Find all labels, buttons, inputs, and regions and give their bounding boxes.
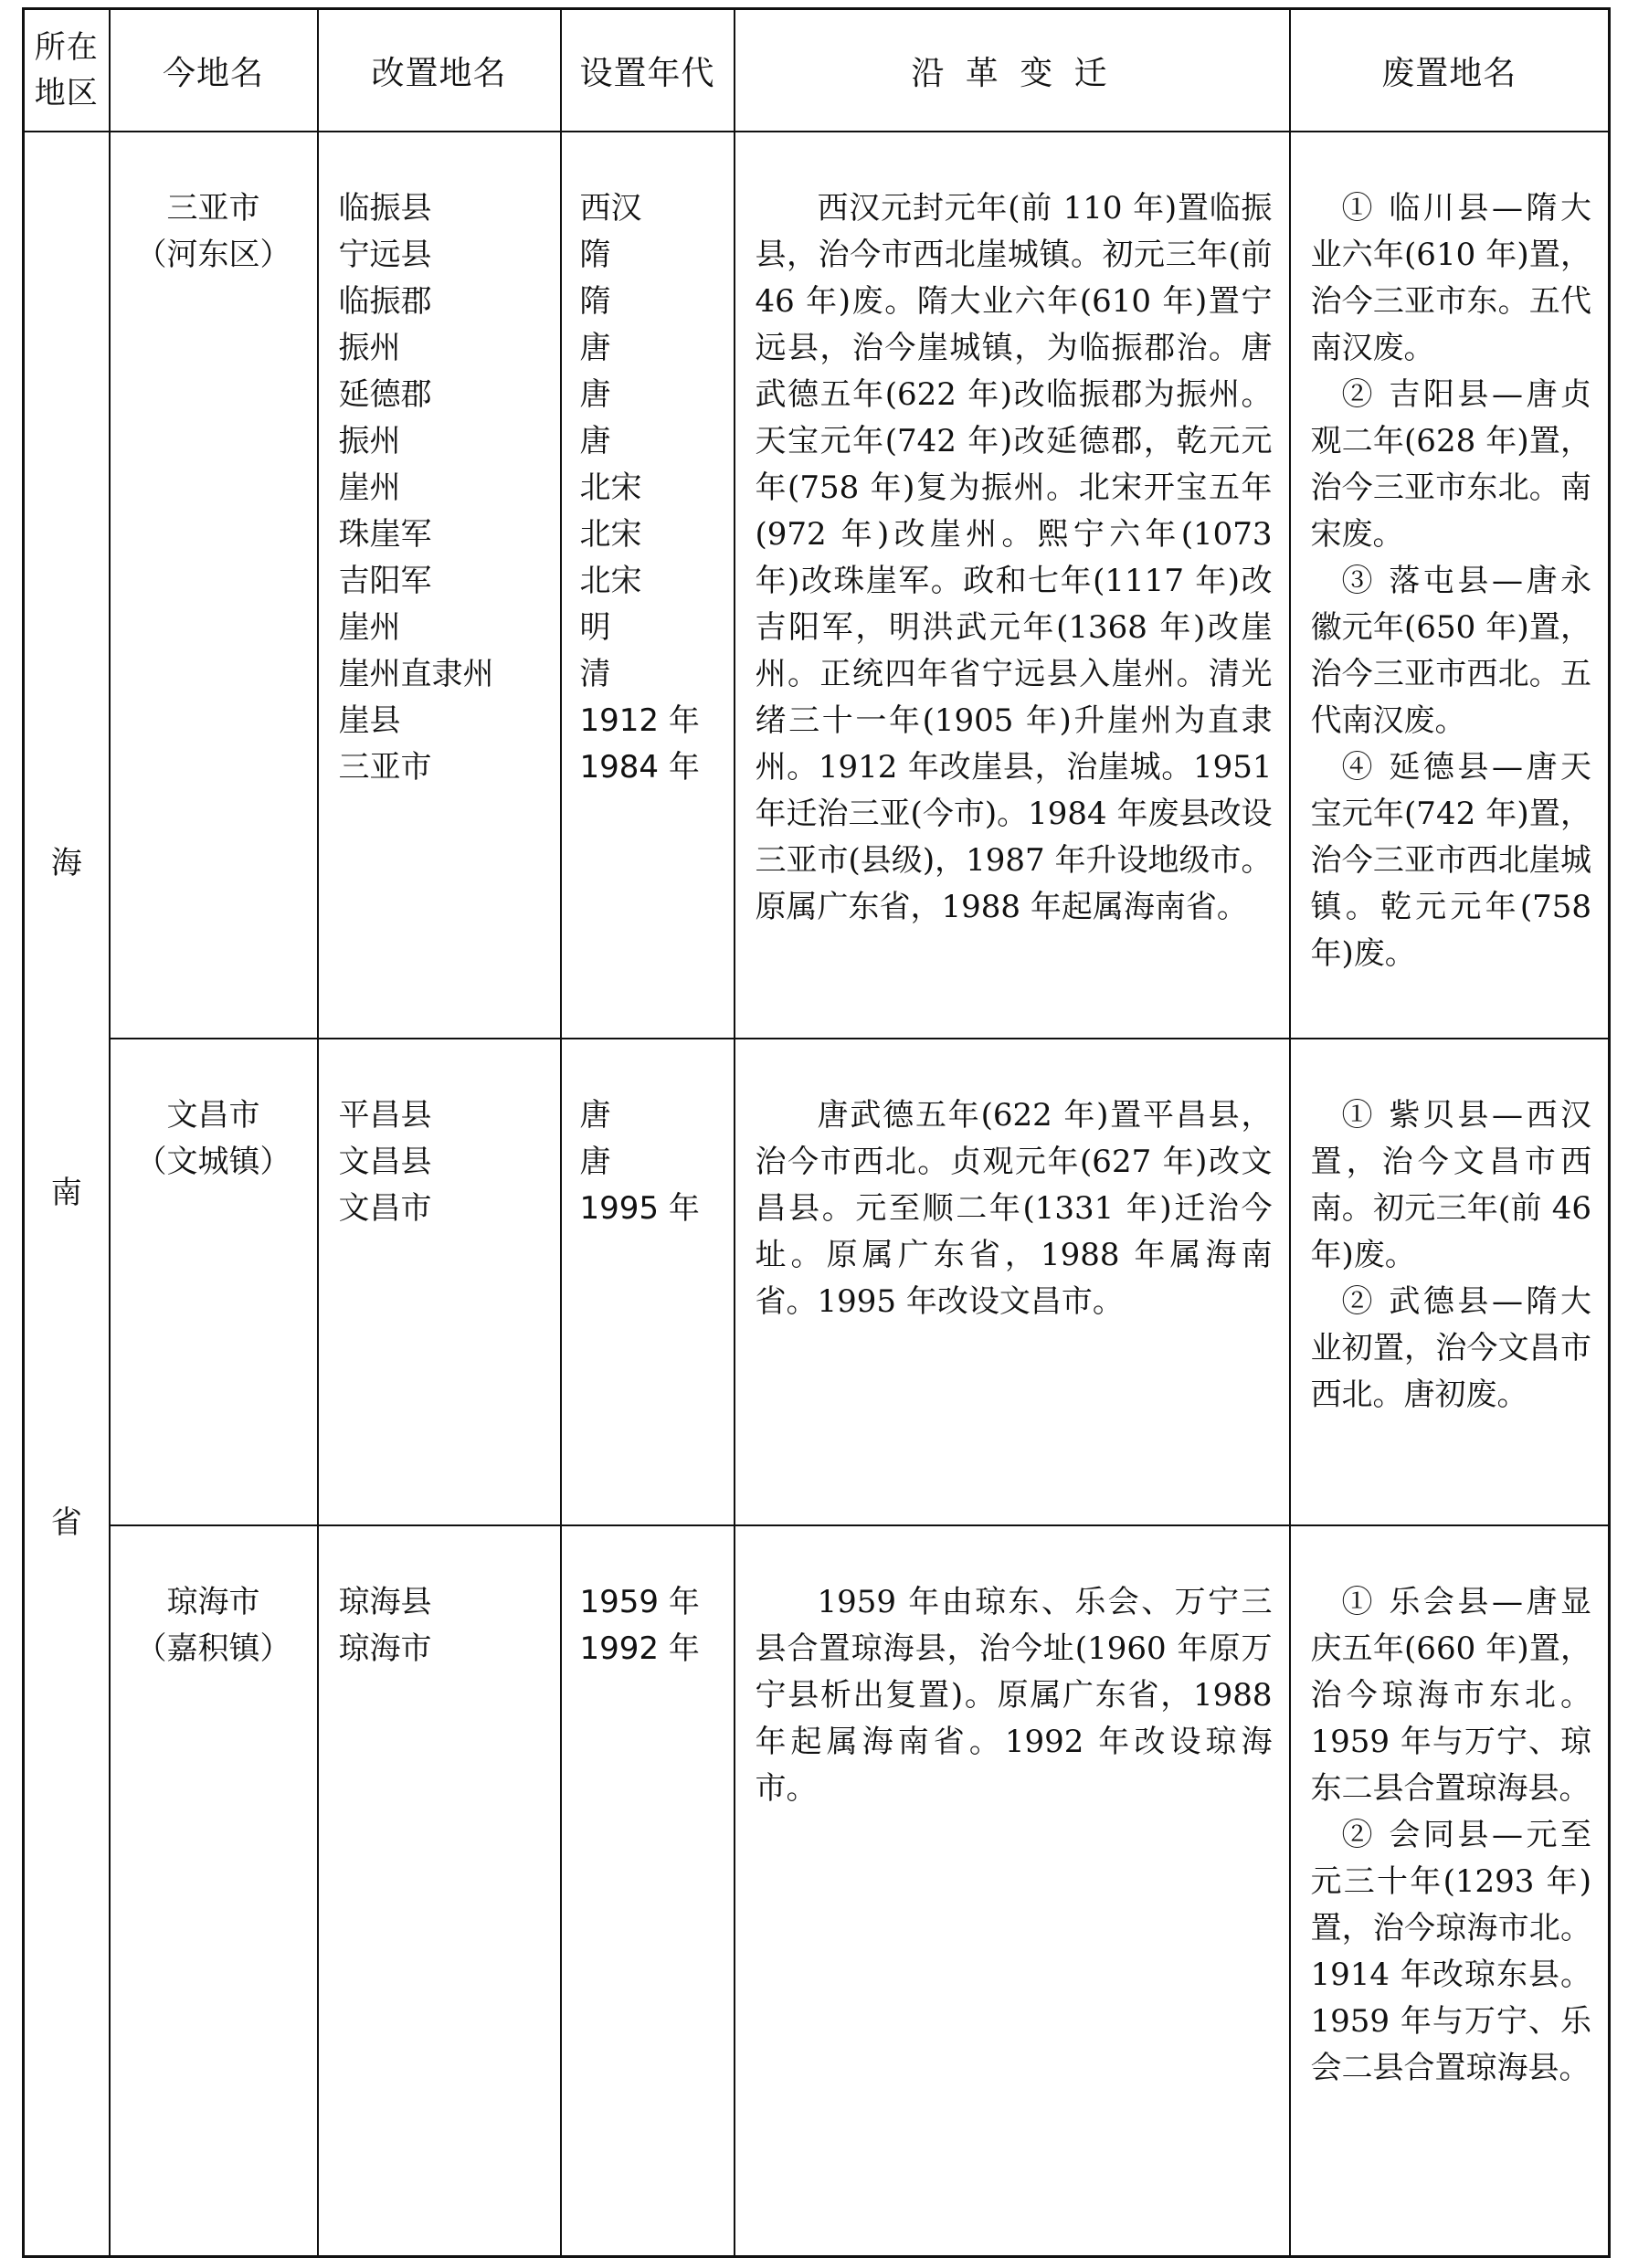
abolished-cell (1290, 132, 1610, 1039)
region-char: 海 (50, 845, 82, 882)
list-item: 北宋 (579, 563, 642, 599)
list-item: 北宋 (579, 516, 642, 553)
header-history: 沿 革 变 迁 (735, 9, 1290, 132)
renamed-list (318, 1525, 561, 2256)
region-char: 省 (50, 1504, 82, 1542)
list-item: 西汉 (579, 190, 642, 227)
list-item: 珠崖军 (338, 516, 432, 553)
list-item: 清 (579, 656, 611, 692)
place-name-table (22, 7, 1611, 2258)
renamed-list (318, 132, 561, 1039)
list-item: 崖州 (338, 469, 401, 506)
abolished-entry: ① 紫贝县—西汉置，治今文昌市西南。初元三年(前 46 年)废。 (1310, 1097, 1591, 1273)
year-list (561, 1039, 735, 1525)
list-item: 1959 年 (579, 1584, 700, 1620)
list-item: 唐 (579, 330, 611, 366)
history-cell (735, 1525, 1290, 2256)
list-item: 1912 年 (579, 702, 700, 739)
list-item: 平昌县 (338, 1097, 432, 1134)
abolished-entry: ③ 落屯县—唐永徽元年(650 年)置，治今三亚市西北。五代南汉废。 (1310, 563, 1591, 739)
renamed-list (318, 1039, 561, 1525)
modern-seat: （嘉积镇） (135, 1630, 291, 1667)
list-item: 临振郡 (338, 283, 432, 320)
header-modern-name: 今地名 (110, 9, 318, 132)
header-renamed-name: 改置地名 (318, 9, 561, 132)
list-item: 唐 (579, 423, 611, 459)
abolished-cell (1290, 1525, 1610, 2256)
header-abolished-name: 废置地名 (1290, 9, 1610, 132)
list-item: 明 (579, 609, 611, 646)
header-row (24, 9, 1610, 132)
list-item: 唐 (579, 1097, 611, 1134)
gazetteer-page (22, 7, 1608, 2254)
list-item: 崖县 (338, 702, 401, 739)
list-item: 崖州直隶州 (338, 656, 494, 692)
list-item: 延德郡 (338, 376, 432, 413)
list-item: 文昌县 (338, 1144, 432, 1180)
table-row (24, 1039, 1610, 1525)
list-item: 唐 (579, 376, 611, 413)
header-year: 设置年代 (561, 9, 735, 132)
list-item: 琼海市 (338, 1630, 432, 1667)
list-item: 文昌市 (338, 1190, 432, 1227)
list-item: 宁远县 (338, 237, 432, 273)
modern-name-cell (110, 132, 318, 1039)
modern-name: 三亚市 (166, 190, 260, 227)
list-item: 1992 年 (579, 1630, 700, 1667)
region-char: 南 (50, 1175, 82, 1212)
region-cell (24, 132, 110, 2256)
abolished-cell (1290, 1039, 1610, 1525)
list-item: 振州 (338, 423, 401, 459)
history-text: 1959 年由琼东、乐会、万宁三县合置琼海县，治今址(1960 年原万宁县析出复置)。原属广东省，1988 年起属海南省。1992 年改设琼海市。 (755, 1584, 1273, 1807)
modern-name: 文昌市 (166, 1097, 260, 1134)
modern-name: 琼海市 (166, 1584, 260, 1620)
table-row (24, 132, 1610, 1039)
list-item: 琼海县 (338, 1584, 432, 1620)
abolished-entry: ② 武德县—隋大业初置，治今文昌市西北。唐初废。 (1310, 1283, 1591, 1413)
history-cell (735, 132, 1290, 1039)
list-item: 隋 (579, 283, 611, 320)
list-item: 吉阳军 (338, 563, 432, 599)
abolished-entry: ④ 延德县—唐天宝元年(742 年)置，治今三亚市西北崖城镇。乾元元年(758 年)废。 (1310, 749, 1591, 972)
history-text: 西汉元封元年(前 110 年)置临振县，治今市西北崖城镇。初元三年(前 46 年)废。隋大业六年(610 年)置宁远县，治今崖城镇，为临振郡治。唐武德五年(622 年)改临振郡为振州。天宝元年(742 年)改延德郡，乾元元年(758 年)复为振州。北宋开宝五年(972 年)改崖州。熙宁六年(1073 年)改珠崖军。政和七年(1117 年)改吉阳军，明洪武元年(1368 年)改崖州。正统四年省宁远县入崖州。清光绪三十一年(1905 年)升崖州为直隶州。1912 年改崖县，治崖城。1951 年迁治三亚(今市)。1984 年废县改设三亚市(县级)，1987 年升设地级市。原属广东省，1988 年起属海南省。 (755, 190, 1273, 925)
year-list (561, 1525, 735, 2256)
list-item: 临振县 (338, 190, 432, 227)
list-item: 振州 (338, 330, 401, 366)
list-item: 崖州 (338, 609, 401, 646)
year-list (561, 132, 735, 1039)
table-row (24, 1525, 1610, 2256)
history-text: 唐武德五年(622 年)置平昌县，治今市西北。贞观元年(627 年)改文昌县。元至顺二年(1331 年)迁治今址。原属广东省，1988 年属海南省。1995 年改设文昌市。 (755, 1097, 1273, 1320)
list-item: 唐 (579, 1144, 611, 1180)
list-item: 北宋 (579, 469, 642, 506)
abolished-entry: ① 临川县—隋大业六年(610 年)置，治今三亚市东。五代南汉废。 (1310, 190, 1591, 366)
abolished-entry: ① 乐会县—唐显庆五年(660 年)置，治今琼海市东北。1959 年与万宁、琼东二县合置琼海县。 (1310, 1584, 1591, 1807)
modern-name-cell (110, 1525, 318, 2256)
modern-seat: （河东区） (135, 237, 291, 273)
history-cell (735, 1039, 1290, 1525)
list-item: 隋 (579, 237, 611, 273)
abolished-entry: ② 吉阳县—唐贞观二年(628 年)置，治今三亚市东北。南宋废。 (1310, 376, 1591, 553)
list-item: 1984 年 (579, 749, 700, 786)
list-item: 1995 年 (579, 1190, 700, 1227)
list-item: 三亚市 (338, 749, 432, 786)
header-region: 所在地区 (24, 9, 110, 132)
abolished-entry: ② 会同县—元至元三十年(1293 年)置，治今琼海市北。1914 年改琼东县。1959 年与万宁、乐会二县合置琼海县。 (1310, 1817, 1591, 2086)
modern-name-cell (110, 1039, 318, 1525)
modern-seat: （文城镇） (135, 1144, 291, 1180)
